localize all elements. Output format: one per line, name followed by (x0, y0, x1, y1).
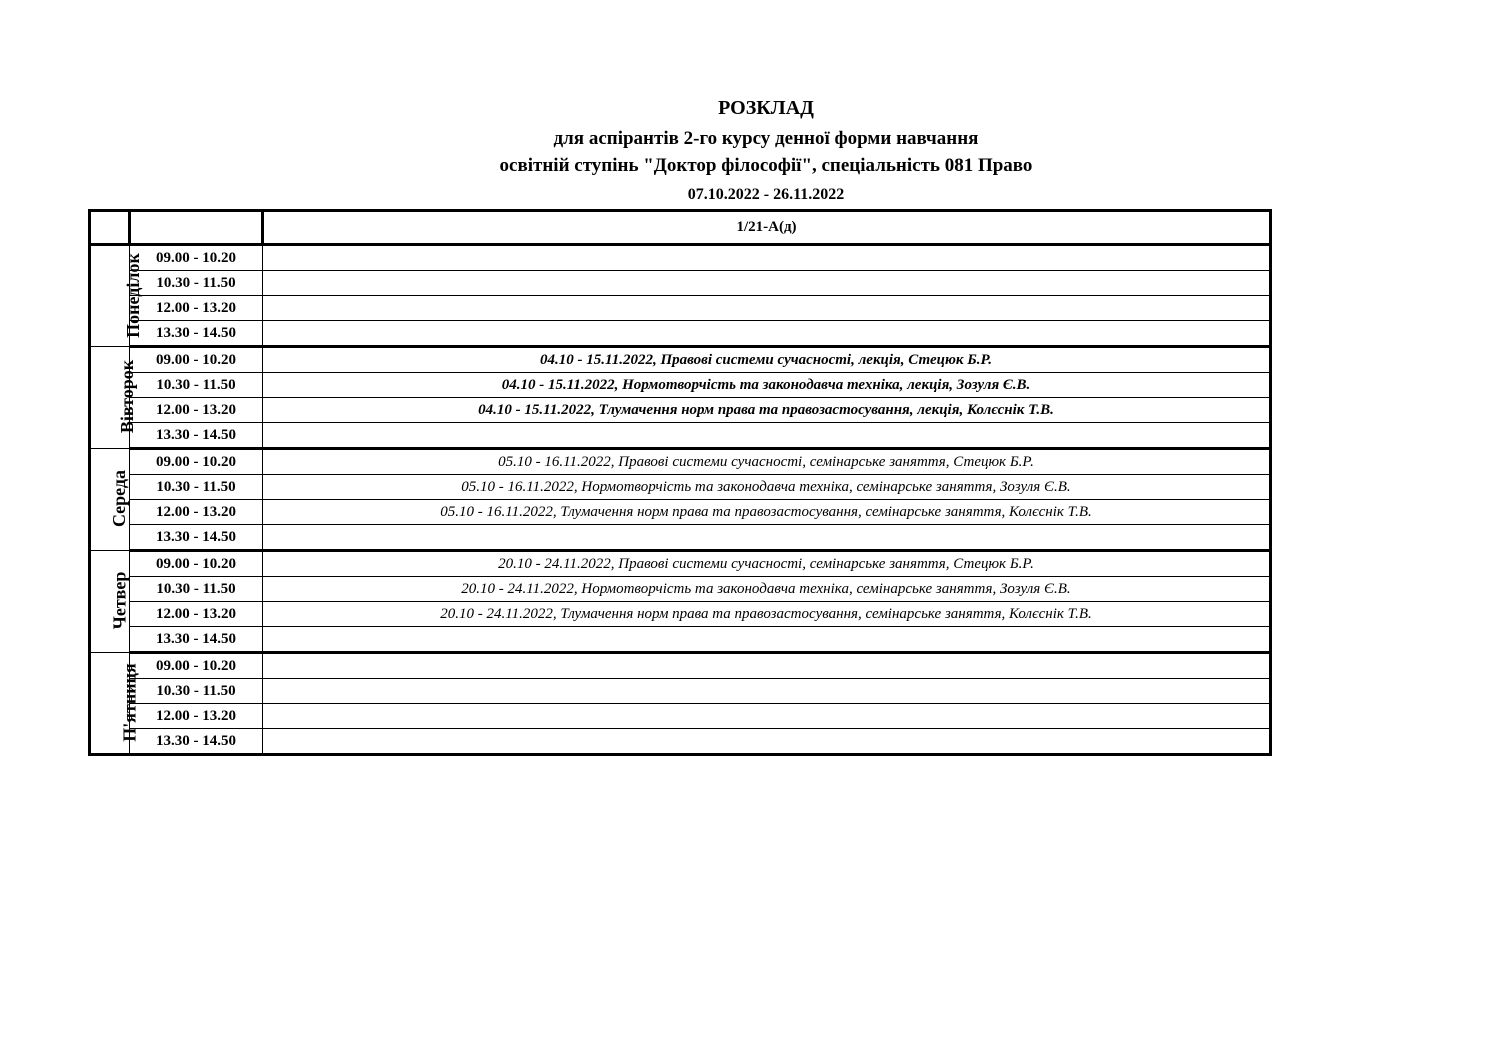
header-row (90, 211, 1271, 245)
lesson-cell (263, 245, 1271, 271)
lesson-cell (263, 653, 1271, 679)
day-label: Понеділок (122, 252, 143, 338)
schedule-row (90, 398, 1271, 423)
time-slot: 10.30 - 11.50 (130, 679, 263, 704)
lesson-cell (263, 321, 1271, 347)
time-slot: 13.30 - 14.50 (130, 729, 263, 755)
schedule-row (90, 577, 1271, 602)
group-header: 1/21-А(д) (263, 211, 1271, 245)
schedule-row (90, 627, 1271, 653)
schedule-row (90, 423, 1271, 449)
time-slot: 09.00 - 10.20 (130, 551, 263, 577)
time-slot: 10.30 - 11.50 (130, 475, 263, 500)
day-cell (90, 449, 130, 551)
time-slot: 12.00 - 13.20 (130, 398, 263, 423)
time-slot: 10.30 - 11.50 (130, 271, 263, 296)
lesson-cell (263, 423, 1271, 449)
lesson-cell (263, 627, 1271, 653)
lesson-cell: 05.10 - 16.11.2022, Правові системи сучасності, семінарське заняття, Стецюк Б.Р. (263, 449, 1271, 475)
schedule-row (90, 321, 1271, 347)
schedule-row (90, 373, 1271, 398)
schedule-row (90, 296, 1271, 321)
time-slot: 10.30 - 11.50 (130, 373, 263, 398)
lesson-cell (263, 271, 1271, 296)
day-cell (90, 245, 143, 347)
time-slot: 12.00 - 13.20 (130, 296, 263, 321)
time-slot: 13.30 - 14.50 (130, 321, 263, 347)
schedule-row (90, 551, 1271, 577)
schedule-table (88, 209, 1272, 756)
day-cell (90, 653, 140, 755)
schedule-row (90, 679, 1271, 704)
schedule-row (90, 729, 1271, 755)
schedule-row (90, 347, 1271, 373)
day-label: Середа (109, 469, 130, 528)
lesson-cell (263, 525, 1271, 551)
time-slot: 12.00 - 13.20 (130, 500, 263, 525)
lesson-cell: 05.10 - 16.11.2022, Тлумачення норм права та правозастосування, семінарське заняття, Колєснік Т.В. (263, 500, 1271, 525)
schedule-row (90, 653, 1271, 679)
lesson-cell: 05.10 - 16.11.2022, Нормотворчість та законодавча техніка, семінарське заняття, Зозуля Є.В. (263, 475, 1271, 500)
time-slot: 09.00 - 10.20 (130, 653, 263, 679)
schedule-period: 07.10.2022 - 26.11.2022 (687, 186, 845, 203)
subtitle-line-1: для аспірантів 2-го курсу денної форми навчання (553, 128, 979, 149)
time-slot: 13.30 - 14.50 (130, 627, 263, 653)
schedule-row (90, 704, 1271, 729)
lesson-cell: 20.10 - 24.11.2022, Тлумачення норм права та правозастосування, семінарське заняття, Колєснік Т.В. (263, 602, 1271, 627)
schedule-row (90, 449, 1271, 475)
lesson-cell (263, 296, 1271, 321)
lesson-cell (263, 679, 1271, 704)
time-slot: 13.30 - 14.50 (130, 525, 263, 551)
day-label: Четвер (109, 571, 130, 630)
time-slot: 13.30 - 14.50 (130, 423, 263, 449)
schedule-row (90, 475, 1271, 500)
time-slot: 12.00 - 13.20 (130, 602, 263, 627)
day-label: Вівторок (117, 359, 138, 434)
time-header-cell (130, 211, 263, 245)
time-slot: 09.00 - 10.20 (130, 449, 263, 475)
lesson-cell: 04.10 - 15.11.2022, Правові системи сучасності, лекція, Стецюк Б.Р. (263, 347, 1271, 373)
schedule-row (90, 245, 1271, 271)
page-title: РОЗКЛАД (718, 97, 814, 119)
lesson-cell: 20.10 - 24.11.2022, Нормотворчість та законодавча техніка, семінарське заняття, Зозуля Є.В. (263, 577, 1271, 602)
time-slot: 09.00 - 10.20 (130, 347, 263, 373)
day-header-cell (90, 211, 130, 245)
schedule-row (90, 525, 1271, 551)
lesson-cell (263, 704, 1271, 729)
time-slot: 12.00 - 13.20 (130, 704, 263, 729)
schedule-body (90, 211, 1271, 755)
day-label: П'ятниця (119, 662, 140, 742)
lesson-cell: 04.10 - 15.11.2022, Нормотворчість та законодавча техніка, лекція, Зозуля Є.В. (263, 373, 1271, 398)
lesson-cell (263, 729, 1271, 755)
lesson-cell: 20.10 - 24.11.2022, Правові системи сучасності, семінарське заняття, Стецюк Б.Р. (263, 551, 1271, 577)
schedule-row (90, 602, 1271, 627)
time-slot: 10.30 - 11.50 (130, 577, 263, 602)
lesson-cell: 04.10 - 15.11.2022, Тлумачення норм права та правозастосування, лекція, Колєснік Т.В. (263, 398, 1271, 423)
time-slot: 09.00 - 10.20 (130, 245, 263, 271)
schedule-row (90, 500, 1271, 525)
subtitle-line-2: освітній ступінь "Доктор філософії", спеціальність 081 Право (499, 155, 1033, 176)
day-cell (90, 347, 138, 449)
day-cell (90, 551, 130, 653)
schedule-row (90, 271, 1271, 296)
